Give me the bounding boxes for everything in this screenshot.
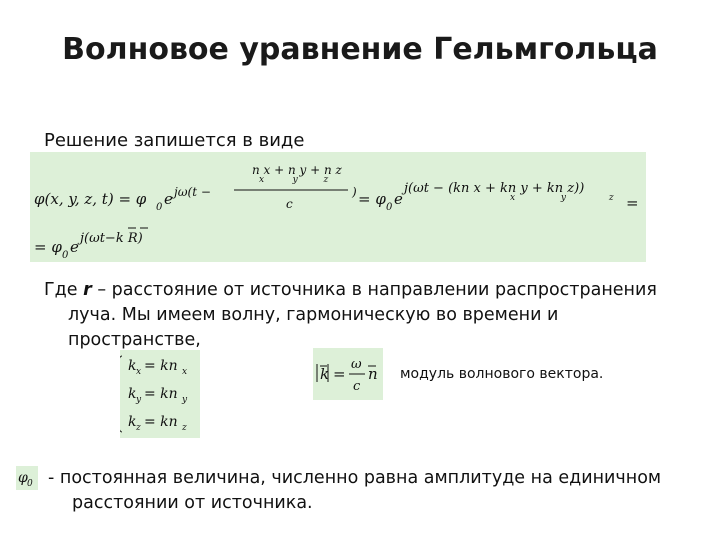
system-row-3-sub: z <box>136 423 141 433</box>
formula-exp2: j(ωt − (kn x + kn y + kn z)) <box>404 181 585 196</box>
description-line-1: Где r – расстояние от источника в направлении распространения <box>44 280 657 300</box>
r-symbol: r <box>83 280 92 300</box>
system-row-1-rsub: x <box>182 367 188 377</box>
formula-eq2-sub: 0 <box>386 202 393 213</box>
formula-exp1-close: ) <box>352 185 357 199</box>
system-row-3-rsub: z <box>182 423 187 433</box>
phi0-symbol <box>16 466 38 490</box>
system-row-2-sub: y <box>136 395 142 405</box>
amplitude-line-2: расстоянии от источника. <box>72 493 313 513</box>
kvec-k: k <box>320 365 330 383</box>
kvec-num: ω <box>351 357 362 372</box>
description-paragraph <box>44 278 684 353</box>
formula-line2-sub: 0 <box>62 250 69 261</box>
system-row-1-sub: x <box>136 367 142 377</box>
system-row-2-lhs: k <box>128 386 137 402</box>
system-row-2-rsub: y <box>182 395 188 405</box>
formula-line2-exp: j(ωt−k R) <box>80 231 143 246</box>
phi0-svg <box>16 466 38 490</box>
wave-vector-formula <box>313 348 383 400</box>
amplitude-line-1: - постоянная величина, численно равна амплитуде на единичном <box>48 468 662 488</box>
formula-denominator: c <box>286 197 293 211</box>
system-row-3-lhs: k <box>128 414 137 430</box>
formula-eq2: = φ <box>358 190 386 208</box>
formula-e1: e <box>164 190 173 208</box>
solution-formula-svg <box>30 152 646 262</box>
formula-numerator-subs: x y z <box>259 175 329 185</box>
formula-numerator: n x + n y + n z <box>252 163 342 177</box>
slide-title: Волновое уравнение Гельмгольца <box>62 32 658 67</box>
wave-vector-svg <box>313 348 383 400</box>
formula-exp2-subs: x y z <box>510 193 614 203</box>
description-line-3: пространстве, <box>68 330 201 350</box>
k-components-system <box>120 350 200 438</box>
system-row-3-rhs: = kn <box>144 414 178 430</box>
kvec-den: c <box>353 379 361 394</box>
kvec-eq: = <box>333 365 346 383</box>
k-components-svg <box>120 350 200 438</box>
solution-formula <box>30 152 646 262</box>
intro-text: Решение запишется в виде <box>44 130 305 151</box>
system-row-1-rhs: = kn <box>144 358 178 374</box>
formula-e2: e <box>394 190 403 208</box>
module-note: модуль волнового вектора. <box>400 366 604 382</box>
formula-lhs: φ(x, y, z, t) = φ <box>34 190 147 208</box>
system-brace <box>120 356 122 432</box>
system-row-2-rhs: = kn <box>144 386 178 402</box>
phi0-phi: φ <box>18 470 28 486</box>
description-line-2: луча. Мы имеем волну, гармоническую во времени и <box>68 305 559 325</box>
formula-lhs-sub: 0 <box>156 202 163 213</box>
formula-line2-e: e <box>70 238 79 256</box>
kvec-n: n <box>368 365 378 383</box>
formula-eq-tail: = <box>626 194 639 212</box>
system-row-1-lhs: k <box>128 358 137 374</box>
phi0-sub: 0 <box>27 479 33 489</box>
formula-exp1: jω(t − <box>174 185 211 199</box>
formula-line2-lhs: = φ <box>34 238 62 256</box>
amplitude-paragraph <box>48 466 688 516</box>
